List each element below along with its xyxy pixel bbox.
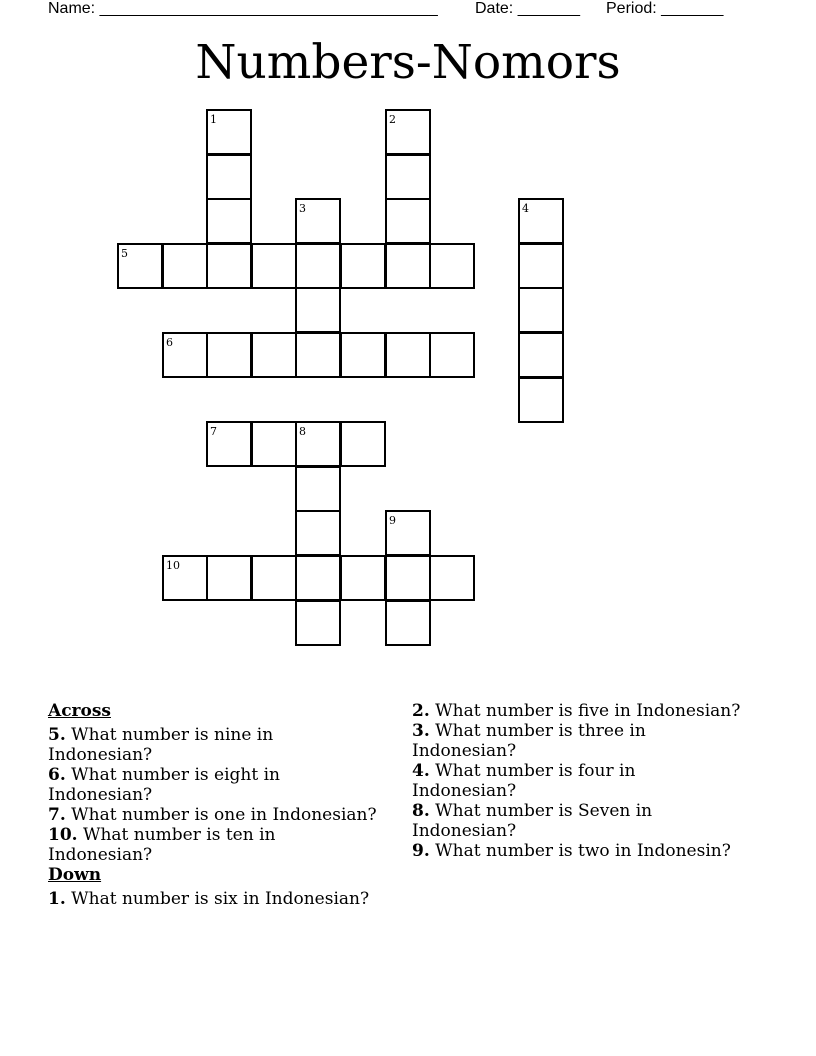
clue-number: 9 <box>389 514 396 527</box>
crossword-cell[interactable] <box>518 198 564 244</box>
crossword-cell[interactable] <box>295 510 341 556</box>
crossword-cell[interactable] <box>251 243 297 289</box>
crossword-cell[interactable] <box>206 243 252 289</box>
crossword-cell[interactable] <box>518 377 564 423</box>
name-blank: ______________________________________ <box>99 0 438 17</box>
crossword-cell[interactable] <box>295 287 341 333</box>
period-label: Period: <box>606 0 657 17</box>
crossword-cell[interactable] <box>518 332 564 378</box>
crossword-cell[interactable] <box>518 287 564 333</box>
clue-number: 1 <box>210 113 217 126</box>
crossword-cell[interactable] <box>295 198 341 244</box>
across-heading: Across <box>48 701 111 721</box>
clue-down-1: 1. What number is six in Indonesian? <box>48 889 370 909</box>
crossword-cell[interactable] <box>251 555 297 601</box>
clue-number: 5 <box>121 247 128 260</box>
crossword-cell[interactable] <box>162 555 208 601</box>
crossword-cell[interactable] <box>295 421 341 467</box>
page-title: Numbers-Nomors <box>195 35 621 90</box>
crossword-cell[interactable] <box>295 332 341 378</box>
clue-number: 7 <box>210 425 217 438</box>
crossword-cell[interactable] <box>206 421 252 467</box>
clue-down-3: 3. What number is three in Indonesian? <box>412 721 646 761</box>
name-label: Name: <box>48 0 96 17</box>
crossword-cell[interactable] <box>385 198 431 244</box>
crossword-cell[interactable] <box>429 555 475 601</box>
crossword-cell[interactable] <box>340 243 386 289</box>
date-blank: _______ <box>517 0 580 17</box>
clue-number: 3 <box>299 202 306 215</box>
crossword-cell[interactable] <box>429 243 475 289</box>
clue-down-2: 2. What number is five in Indonesian? <box>412 701 741 721</box>
clue-across-10: 10. What number is ten in Indonesian? <box>48 825 276 865</box>
crossword-cell[interactable] <box>206 154 252 200</box>
crossword-cell[interactable] <box>251 332 297 378</box>
clue-across-7: 7. What number is one in Indonesian? <box>48 805 377 825</box>
crossword-cell[interactable] <box>385 555 431 601</box>
crossword-cell[interactable] <box>385 510 431 556</box>
crossword-cell[interactable] <box>385 243 431 289</box>
crossword-cell[interactable] <box>340 555 386 601</box>
clue-down-4: 4. What number is four in Indonesian? <box>412 761 636 801</box>
crossword-cell[interactable] <box>429 332 475 378</box>
crossword-cell[interactable] <box>251 421 297 467</box>
crossword-cell[interactable] <box>162 243 208 289</box>
clue-number: 8 <box>299 425 306 438</box>
crossword-cell[interactable] <box>206 332 252 378</box>
crossword-cell[interactable] <box>295 600 341 646</box>
date-label: Date: <box>475 0 514 17</box>
clue-across-5: 5. What number is nine in Indonesian? <box>48 725 274 765</box>
crossword-cell[interactable] <box>206 555 252 601</box>
period-blank: _______ <box>661 0 724 17</box>
crossword-cell[interactable] <box>385 332 431 378</box>
down-heading: Down <box>48 865 102 885</box>
clues-column-right <box>412 701 742 861</box>
crossword-cell[interactable] <box>162 332 208 378</box>
crossword-cell[interactable] <box>295 555 341 601</box>
clue-across-6: 6. What number is eight in Indonesian? <box>48 765 280 805</box>
clue-number: 4 <box>522 202 529 215</box>
crossword-cell[interactable] <box>385 600 431 646</box>
clue-number: 10 <box>166 559 180 572</box>
clue-down-9: 9. What number is two in Indonesin? <box>412 841 731 861</box>
crossword-cell[interactable] <box>385 154 431 200</box>
crossword-cell[interactable] <box>340 332 386 378</box>
crossword-cell[interactable] <box>385 109 431 155</box>
clues-column-left <box>48 701 378 909</box>
crossword-cell[interactable] <box>206 109 252 155</box>
crossword-cell[interactable] <box>206 198 252 244</box>
clue-number: 2 <box>389 113 396 126</box>
crossword-cell[interactable] <box>117 243 163 289</box>
clue-down-8: 8. What number is Seven in Indonesian? <box>412 801 653 841</box>
clue-number: 6 <box>166 336 173 349</box>
crossword-cell[interactable] <box>340 421 386 467</box>
crossword-cell[interactable] <box>295 466 341 512</box>
crossword-cell[interactable] <box>295 243 341 289</box>
crossword-cell[interactable] <box>518 243 564 289</box>
